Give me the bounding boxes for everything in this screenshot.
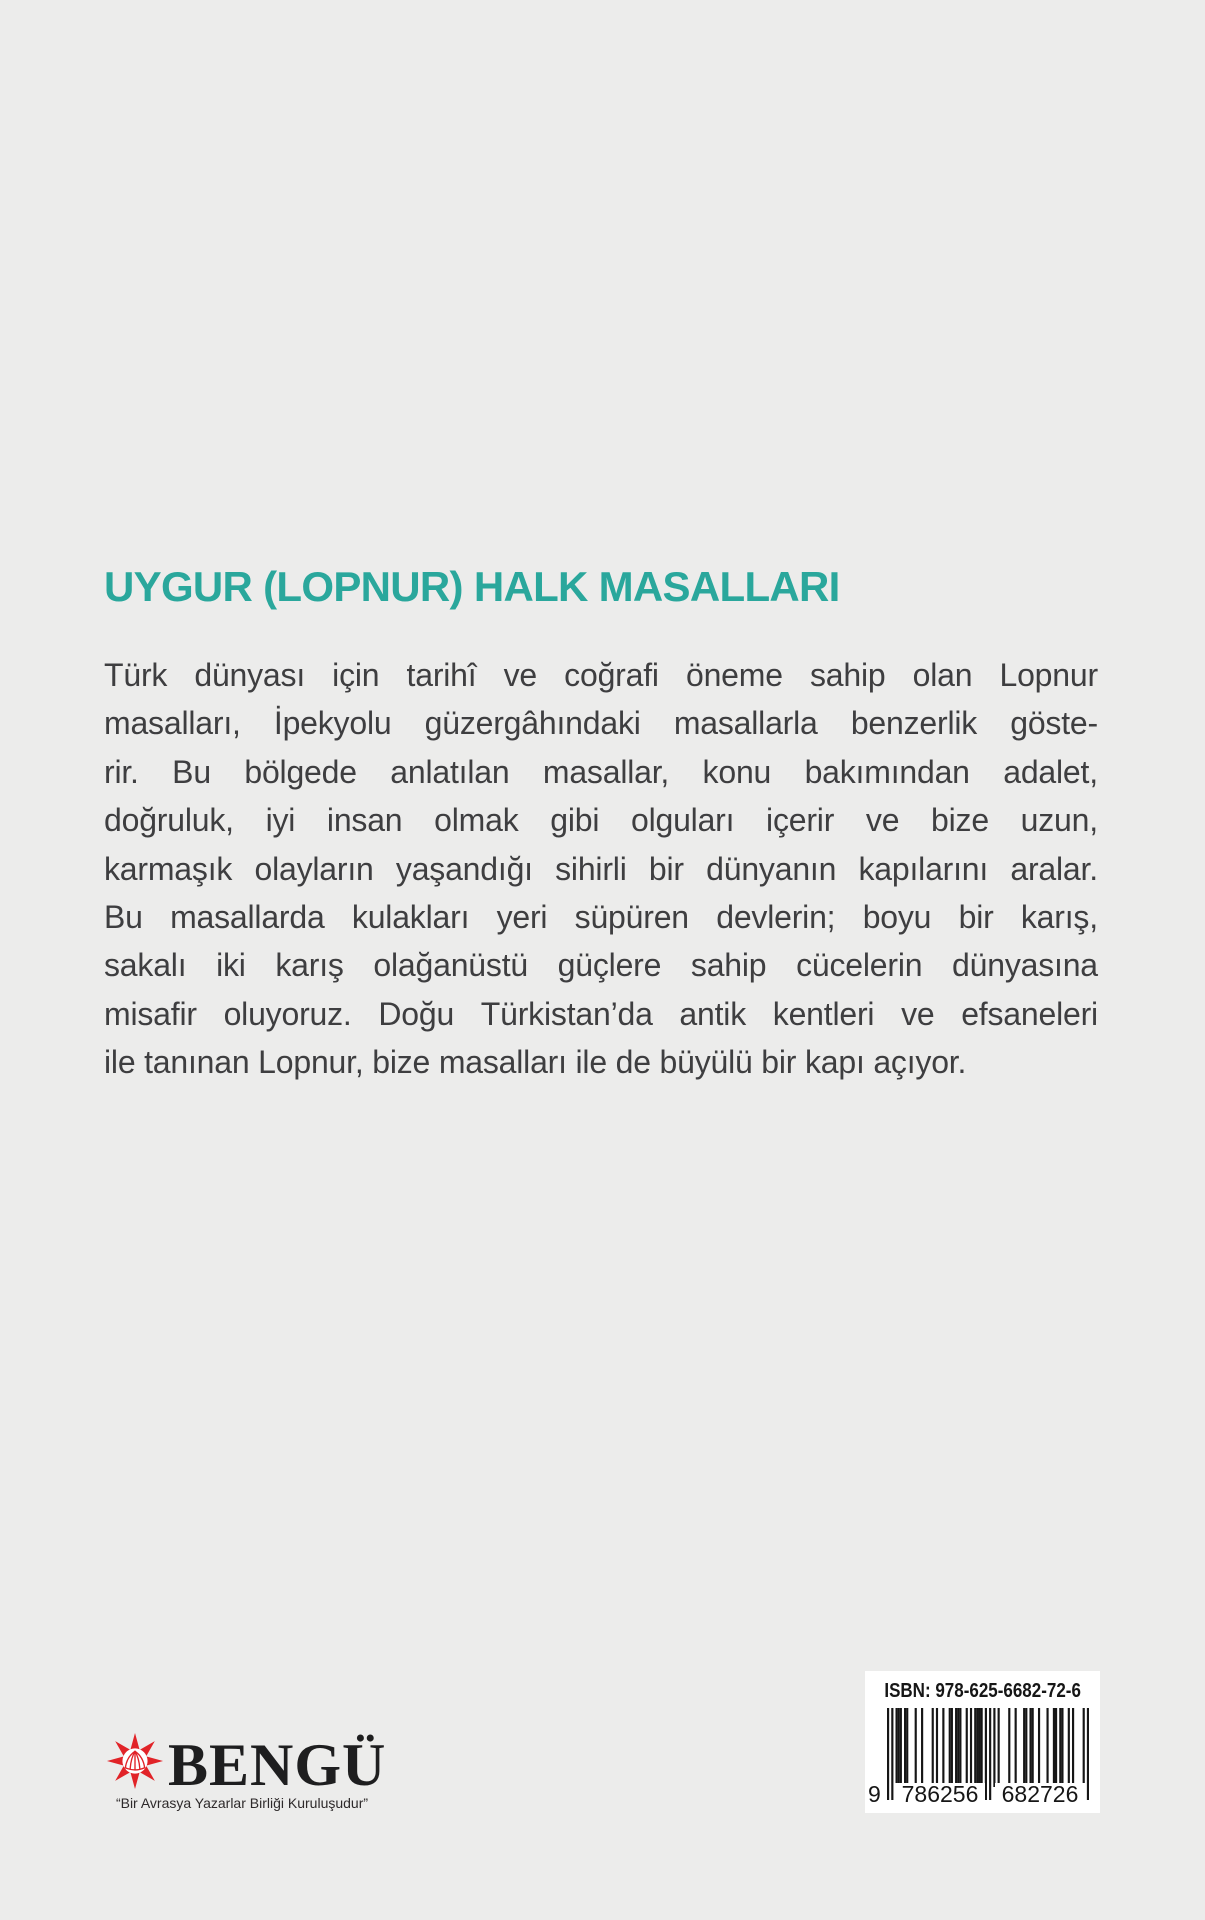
- isbn-barcode-box: [865, 1671, 1100, 1813]
- book-title: UYGUR (LOPNUR) HALK MASALLARI: [104, 563, 840, 610]
- ean-digit-group2: 682726: [995, 1783, 1085, 1806]
- isbn-label: [865, 1680, 1100, 1703]
- ean-digit-group1: 786256: [895, 1783, 985, 1806]
- paragraph-line: rir. Bu bölgede anlatılan masallar, konu bakımından adalet,: [104, 753, 1098, 790]
- eight-point-star-dome-icon: [106, 1732, 164, 1790]
- publisher-name: BENGÜ: [168, 1732, 387, 1798]
- paragraph-line: masalları, İpekyolu güzergâhındaki masallarla benzerlik göste-: [104, 705, 1098, 742]
- paragraph-line: Bu masallarda kulakları yeri süpüren devlerin; boyu bir karış,: [104, 898, 1098, 935]
- paragraph-line: ile tanınan Lopnur, bize masalları ile de büyülü bir kapı açıyor.: [104, 1044, 967, 1081]
- description-paragraph: [104, 651, 1098, 1087]
- paragraph-line: doğruluk, iyi insan olmak gibi olguları içerir ve bize uzun,: [104, 802, 1098, 839]
- paragraph-line: sakalı iki karış olağanüstü güçlere sahip cücelerin dünyasına: [104, 947, 1098, 984]
- isbn-label-text: ISBN: 978-625-6682-72-6: [884, 1680, 1081, 1702]
- paragraph-line: misafir oluyoruz. Doğu Türkistan’da antik kentleri ve efsaneleri: [104, 995, 1098, 1032]
- publisher-tagline: “Bir Avrasya Yazarlar Birliği Kuruluşudur”: [115, 1795, 369, 1811]
- paragraph-line: karmaşık olayların yaşandığı sihirli bir dünyanın kapılarını aralar.: [104, 850, 1098, 887]
- paragraph-line: Türk dünyası için tarihî ve coğrafi öneme sahip olan Lopnur: [104, 657, 1098, 693]
- ean-digit-left: 9: [868, 1781, 881, 1807]
